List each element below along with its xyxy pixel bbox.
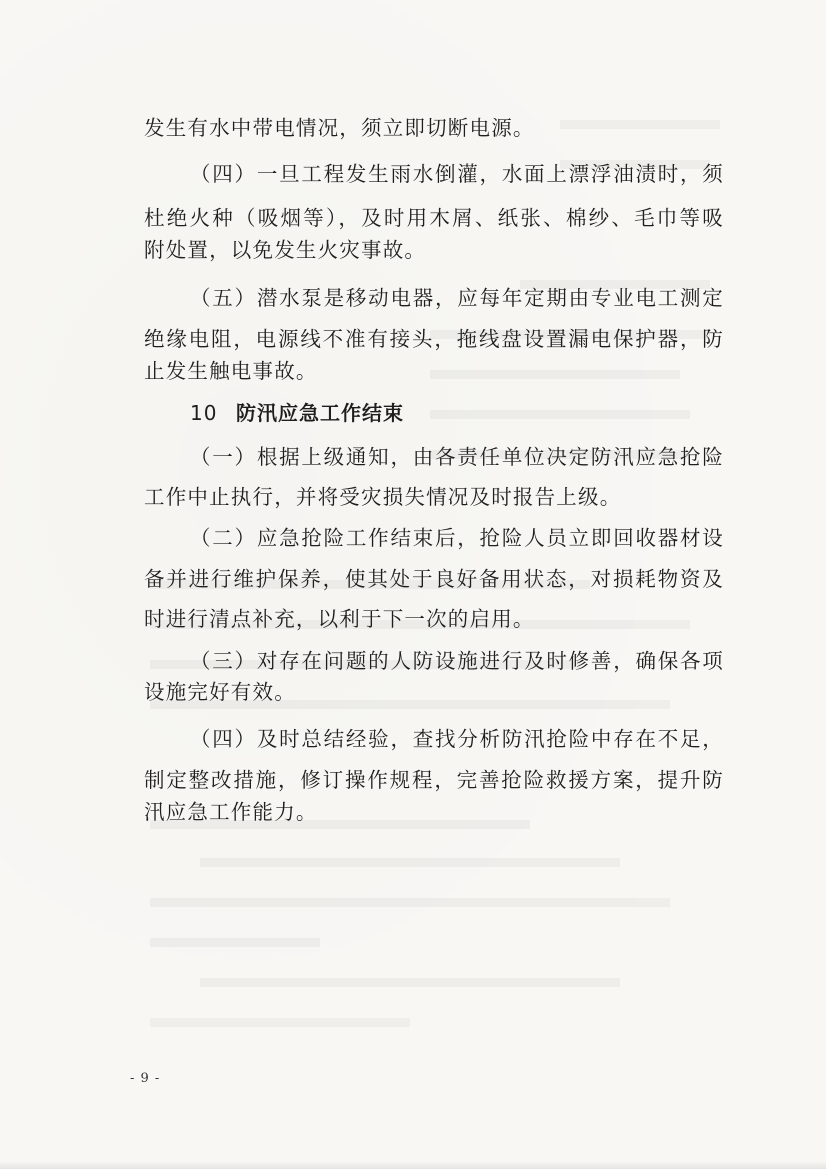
section-heading	[190, 398, 404, 428]
page-bottom-edge	[0, 1161, 826, 1169]
body-line-14: 设施完好有效。	[144, 680, 296, 704]
section-number: 10	[190, 401, 218, 425]
body-line-5: （五）潜水泵是移动电器，应每年定期由专业电工测定	[190, 286, 724, 310]
body-line-6: 绝缘电阻，电源线不准有接头，拖线盘设置漏电保护器，防	[144, 327, 724, 351]
body-line-7: 止发生触电事故。	[144, 359, 318, 383]
body-line-16: 制定整改措施，修订操作规程，完善抢险救援方案，提升防	[144, 768, 724, 792]
body-line-2: （四）一旦工程发生雨水倒灌，水面上漂浮油渍时，须	[190, 162, 724, 186]
body-line-8: （一）根据上级通知，由各责任单位决定防汛应急抢险	[190, 445, 724, 469]
page-number: - 9 -	[130, 1071, 161, 1086]
body-line-9: 工作中止执行，并将受灾损失情况及时报告上级。	[144, 485, 622, 509]
body-line-10: （二）应急抢险工作结束后，抢险人员立即回收器材设	[190, 526, 724, 550]
body-line-17: 汛应急工作能力。	[144, 800, 318, 824]
body-line-11: 备并进行维护保养，使其处于良好备用状态，对损耗物资及	[144, 567, 724, 591]
body-line-13: （三）对存在问题的人防设施进行及时修善，确保各项	[190, 649, 724, 673]
body-line-4: 附处置，以免发生火灾事故。	[144, 238, 427, 262]
body-line-12: 时进行清点补充，以利于下一次的启用。	[144, 607, 535, 631]
body-line-1: 发生有水中带电情况，须立即切断电源。	[144, 116, 535, 140]
section-title: 防汛应急工作结束	[236, 401, 404, 425]
body-line-15: （四）及时总结经验，查找分析防汛抢险中存在不足，	[190, 727, 724, 751]
body-line-3: 杜绝火种（吸烟等），及时用木屑、纸张、棉纱、毛巾等吸	[144, 206, 724, 230]
